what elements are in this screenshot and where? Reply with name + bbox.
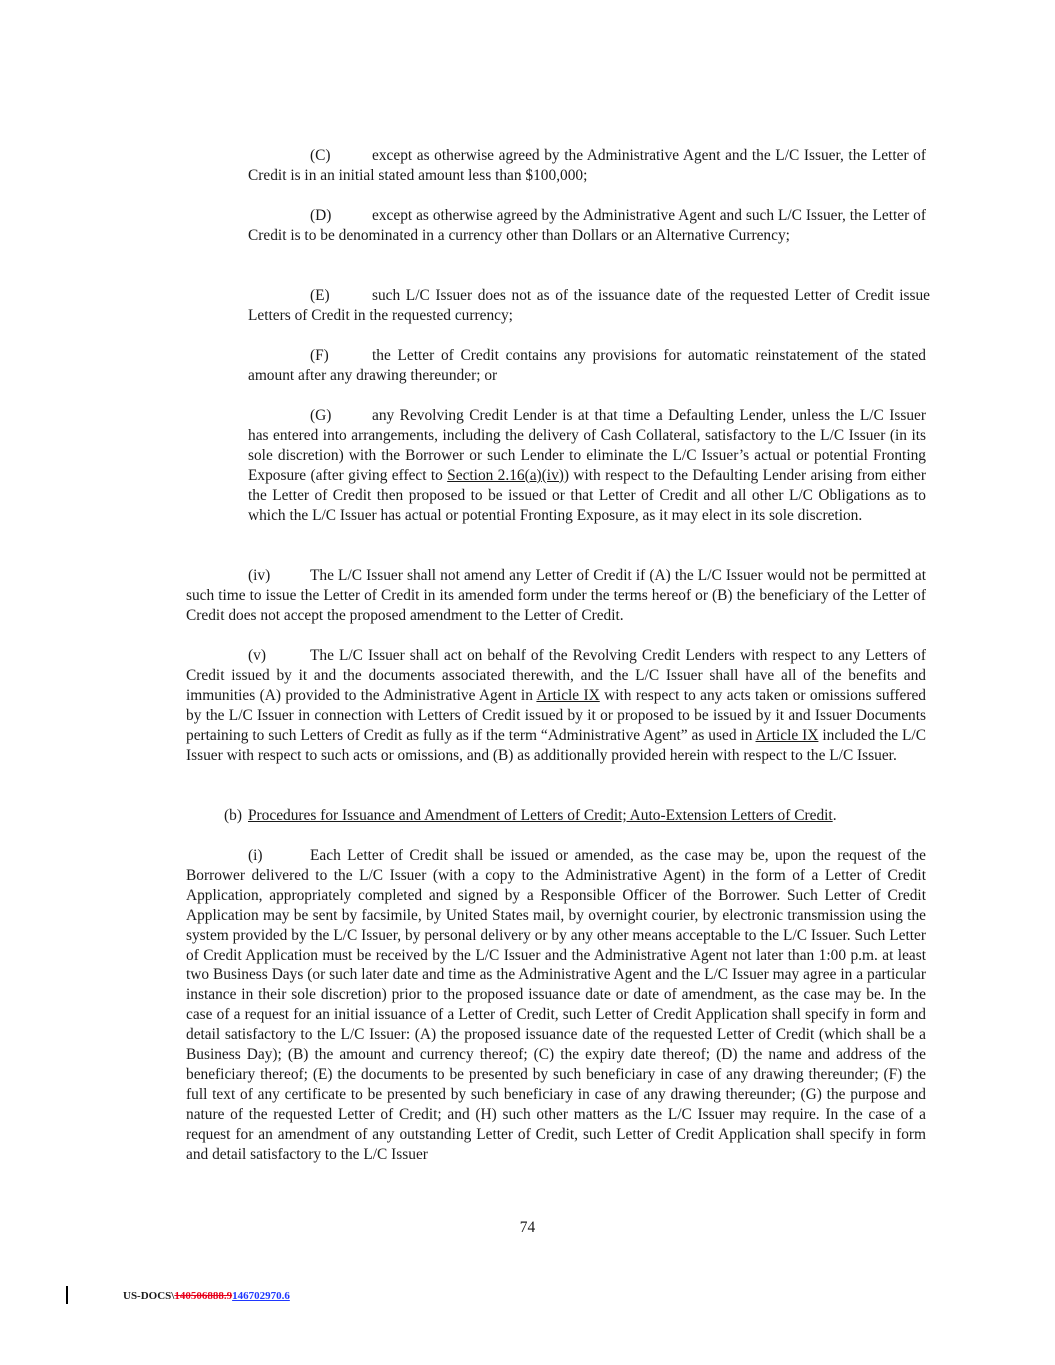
section-heading-b (186, 806, 926, 826)
clause-text: except as otherwise agreed by the Administrative Agent and such L/C Issuer, the Letter of Credit is to be denominated in a currency other than Dollars or an Alternative Currency; (248, 207, 926, 244)
clause-label: (i) (248, 847, 263, 864)
clause-i (186, 846, 926, 1165)
heading-period: . (832, 807, 837, 824)
doc-id-deleted: 140506888.9 (174, 1290, 233, 1302)
clause-label: (G) (310, 407, 332, 424)
page-number: 74 (519, 1219, 536, 1236)
clause-v (186, 646, 926, 765)
section-heading: Procedures for Issuance and Amendment of Letters of Credit; Auto-Extension Letters of Credit (248, 807, 833, 824)
article-reference-link: Article IX (755, 726, 819, 744)
clause-text-cont: included the L/C Issuer with respect to such acts or omissions, and (B) as additionally provided herein with respect to the L/C Issuer. (186, 726, 926, 764)
section-reference-link: Section 2.16(a)(iv) (447, 466, 564, 484)
clause-text: The L/C Issuer shall not amend any Letter of Credit if (A) the L/C Issuer would not be permitted at such time to issue the Letter of Credit in its amended form under the terms hereof or (B) the beneficiary of the Letter of Credit does not accept the proposed amendment to the Letter of Credit. (186, 567, 926, 624)
clause-text: the Letter of Credit contains any provisions for automatic reinstatement of the stated amount after any drawing thereunder; or (248, 347, 926, 384)
clause-text-cont: ) with respect to the Defaulting Lender arising from either the Letter of Credit then proposed to be issued or that Letter of Credit and all other L/C Obligations as to which the L/C Issuer has actual or potential Fronting Exposure, as it may elect in its sole discretion. (248, 466, 927, 524)
clause-label: (F) (310, 347, 329, 364)
clause-G (248, 406, 926, 525)
clause-label: (C) (310, 147, 331, 164)
change-bar (66, 1286, 68, 1304)
clause-label: (iv) (248, 567, 271, 584)
article-reference-link: Article IX (536, 686, 600, 704)
clause-E (248, 286, 930, 326)
section-label: (b) (224, 807, 242, 824)
clause-text: The L/C Issuer shall act on behalf of the Revolving Credit Lenders with respect to any Letters of Credit issued by it and the documents associated therewith, and the L/C Issuer shall have all of the benefits and immunities (A) provided to the Administrative Agent in (186, 647, 926, 704)
clause-text: except as otherwise agreed by the Administrative Agent and the L/C Issuer, the Letter of Credit is in an initial stated amount less than $100,000; (248, 147, 926, 184)
clause-iv (186, 566, 926, 626)
doc-id-inserted: 146702970.6 (232, 1290, 290, 1302)
clause-text: such L/C Issuer does not as of the issuance date of the requested Letter of Credit issue Letters of Credit in the requested currency; (248, 287, 930, 324)
clause-label: (E) (310, 287, 330, 304)
clause-C (248, 146, 926, 186)
doc-id-prefix: US-DOCS\ (123, 1290, 175, 1302)
clause-label: (D) (310, 207, 332, 224)
clause-text-cont: with respect to any acts taken or omissions suffered by the L/C Issuer in connection with Letters of Credit issued by it or proposed to be issued by it and Issuer Documents pertaining to such Letters of Credit as fully as if the term “Administrative Agent” as used in (186, 686, 926, 744)
clause-label: (v) (248, 647, 266, 664)
clause-D (248, 206, 926, 246)
document-id-footer (123, 1290, 290, 1302)
clause-text: Each Letter of Credit shall be issued or amended, as the case may be, upon the request of the Borrower delivered to the L/C Issuer (with a copy to the Administrative Agent) in the form of a Letter of Credit Application, appropriately completed and signed by a Responsible Officer of the Borrower. Such Letter of Credit Application may be sent by facsimile, by United States mail, by overnight courier, by electronic transmission using the system provided by the L/C Issuer, by personal delivery or by any other means acceptable to the L/C Issuer. Such Letter of Credit Application must be received by the L/C Issuer and the Administrative Agent not later than 1:00 p.m. at least two Business Days (or such later date and time as the Administrative Agent and the L/C Issuer may agree in a particular instance in their sole discretion) prior to the proposed issuance date or date of amendment, as the case may be. In the case of a request for an initial issuance of a Letter of Credit, such Letter of Credit Application shall specify in form and detail satisfactory to the L/C Issuer: (A) the proposed issuance date of the requested Letter of Credit (which shall be a Business Day); (B) the amount and currency thereof; (C) the expiry date thereof; (D) the name and address of the beneficiary thereof; (E) the documents to be presented by such beneficiary in case of any drawing thereunder; (F) the full text of any certificate to be presented by such beneficiary in case of any drawing thereunder; (G) the purpose and nature of the requested Letter of Credit; and (H) such other matters as the L/C Issuer may require. In the case of a request for an amendment of any outstanding Letter of Credit, such Letter of Credit Application shall specify in form and detail satisfactory to the L/C Issuer (186, 847, 926, 1163)
clause-F (248, 346, 926, 386)
clause-text: any Revolving Credit Lender is at that time a Defaulting Lender, unless the L/C Issuer has entered into arrangements, including the delivery of Cash Collateral, satisfactory to the L/C Issuer (in its sole discretion) with the Borrower or such Lender to eliminate the L/C Issuer’s actual or potential Fronting Exposure (after giving effect to (248, 407, 926, 484)
